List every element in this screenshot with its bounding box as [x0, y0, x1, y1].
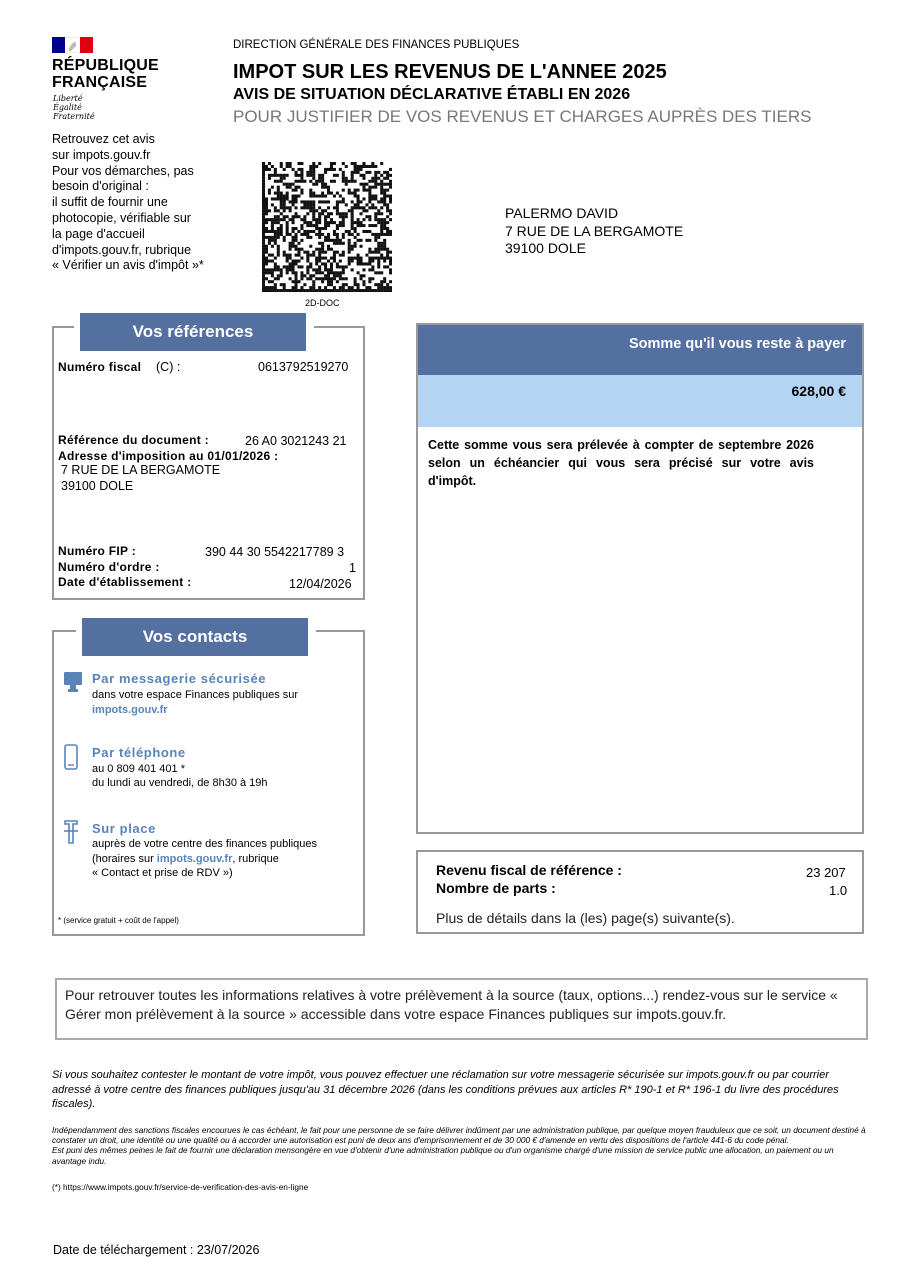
recipient-city: 39100 DOLE: [505, 240, 586, 256]
sur-place-title: Sur place: [92, 821, 156, 836]
verification-notice: Retrouvez cet avis sur impots.gouv.fr Pour vos démarches, pas besoin d'original : il suffit de fournir une photocopie, vérifiable sur la page d'accueil d'impots.gouv.fr, rubrique « Vérifier un avis d'impôt »*: [52, 132, 204, 273]
contacts-heading: Vos contacts: [82, 618, 308, 656]
numero-fiscal-suffix: (C) :: [156, 360, 181, 374]
prelevement-info: Pour retrouver toutes les informations relatives à votre prélèvement à la source (taux, options...) rendez-vous sur le service « Gérer mon prélèvement à la source » accessible dans votre espace Finances publiques sur impots.gouv.fr.: [55, 978, 868, 1040]
marianne-logo-icon: [52, 37, 93, 53]
recipient-street: 7 RUE DE LA BERGAMOTE: [505, 222, 684, 239]
parts-label: Nombre de parts :: [436, 880, 556, 896]
adresse-label: Adresse d'imposition au 01/01/2026 :: [58, 449, 279, 463]
republique-francaise-wordmark: RÉPUBLIQUE FRANÇAISE: [52, 57, 159, 91]
document-subtitle: AVIS DE SITUATION DÉCLARATIVE ÉTABLI EN 2026: [233, 86, 631, 103]
numero-fiscal-value: 0613792519270: [258, 360, 349, 374]
rfr-label: Revenu fiscal de référence :: [436, 862, 622, 878]
phone-icon: [64, 744, 78, 770]
messagerie-title: Par messagerie sécurisée: [92, 671, 267, 686]
verification-url: (*) https://www.impots.gouv.fr/service-de-verification-des-avis-en-ligne: [52, 1182, 309, 1192]
numero-fiscal-label: Numéro fiscal: [58, 360, 142, 374]
telephone-number: au 0 809 401 401 *: [92, 763, 185, 775]
ref-doc-label: Référence du document :: [58, 433, 209, 447]
contest-text: Si vous souhaitez contester le montant de votre impôt, vous pouvez effectuer une réclamation sur votre messagerie sécurisée sur impots.gouv.fr ou par courrier adressé à votre centre des finances publiques jusqu'au 31 décembre 2026 (dans les conditions prévues aux articles R* 190-1 et R* 196-1 du livre des procédures fiscales).: [52, 1069, 839, 1110]
messagerie-link[interactable]: impots.gouv.fr: [92, 704, 168, 716]
payment-text: Cette somme vous sera prélevée à compter de septembre 2026 selon un échéancier qui vous sera précisé sur votre avis d'impôt.: [428, 438, 814, 488]
telephone-title: Par téléphone: [92, 745, 186, 760]
sur-place-link[interactable]: impots.gouv.fr: [156, 853, 233, 865]
counter-icon: [62, 819, 80, 845]
ordre-value: 1: [349, 561, 356, 575]
logo-motto: Liberté Égalité Fraternité: [53, 94, 95, 121]
fip-label: Numéro FIP :: [58, 544, 137, 558]
sur-place-text: auprès de votre centre des finances publiques: [92, 838, 318, 850]
messagerie-text: dans votre espace Finances publiques sur: [92, 689, 299, 701]
adresse-street: 7 RUE DE LA BERGAMOTE: [61, 463, 221, 477]
date-etablissement-label: Date d'établissement :: [58, 575, 192, 589]
download-date: Date de téléchargement : 23/07/2026: [53, 1243, 260, 1257]
2d-doc-barcode-icon: [262, 162, 392, 292]
contacts-footnote: * (service gratuit + coût de l'appel): [58, 916, 179, 925]
legal-text: Indépendamment des sanctions fiscales encourues le cas échéant, le fait pour une personne de se faire délivrer indûment par une administration publique, par quelque moyen frauduleux que ce soit, un document destiné à constater un droit, une identité ou une qualité ou à accorder une autorisation est puni de deux ans d'emprisonnement et de 30 000 € d'amende en vertu des dispositions de l'article 441-6 du code pénal. Est puni des mêmes peines le fait de fournir une déclaration mensongère en vue d'obtenir d'une administration publique ou d'un organisme chargé d'une mission de service public une allocation, un paiement ou un avantage indu.: [52, 1125, 866, 1166]
details-text: Plus de détails dans la (les) page(s) suivante(s).: [436, 910, 735, 926]
document-purpose: POUR JUSTIFIER DE VOS REVENUS ET CHARGES AUPRÈS DES TIERS: [233, 107, 812, 126]
ordre-label: Numéro d'ordre :: [58, 560, 160, 574]
dgfip-label: DIRECTION GÉNÉRALE DES FINANCES PUBLIQUES: [233, 39, 520, 51]
recipient-address: [505, 205, 683, 258]
sur-place-rubrique: « Contact et prise de RDV »): [92, 867, 233, 879]
rfr-value: 23 207: [806, 865, 846, 880]
date-etablissement-value: 12/04/2026: [289, 577, 352, 591]
recipient-name: PALERMO DAVID: [505, 205, 619, 221]
2d-doc-label: 2D-DOC: [305, 298, 340, 308]
fip-value: 390 44 30 5542217789 3: [205, 545, 345, 559]
parts-value: 1.0: [829, 883, 848, 898]
adresse-city: 39100 DOLE: [61, 479, 134, 493]
telephone-hours: du lundi au vendredi, de 8h30 à 19h: [92, 777, 268, 789]
payment-heading: Somme qu'il vous reste à payer: [418, 325, 862, 375]
payment-amount: 628,00 €: [418, 375, 862, 427]
document-title: IMPOT SUR LES REVENUS DE L'ANNEE 2025: [233, 61, 667, 83]
ref-doc-value: 26 A0 3021243 21: [245, 434, 347, 448]
computer-icon: [63, 671, 83, 695]
references-heading: Vos références: [80, 313, 306, 351]
sur-place-hours: (horaires sur impots.gouv.fr, rubrique: [92, 853, 279, 865]
